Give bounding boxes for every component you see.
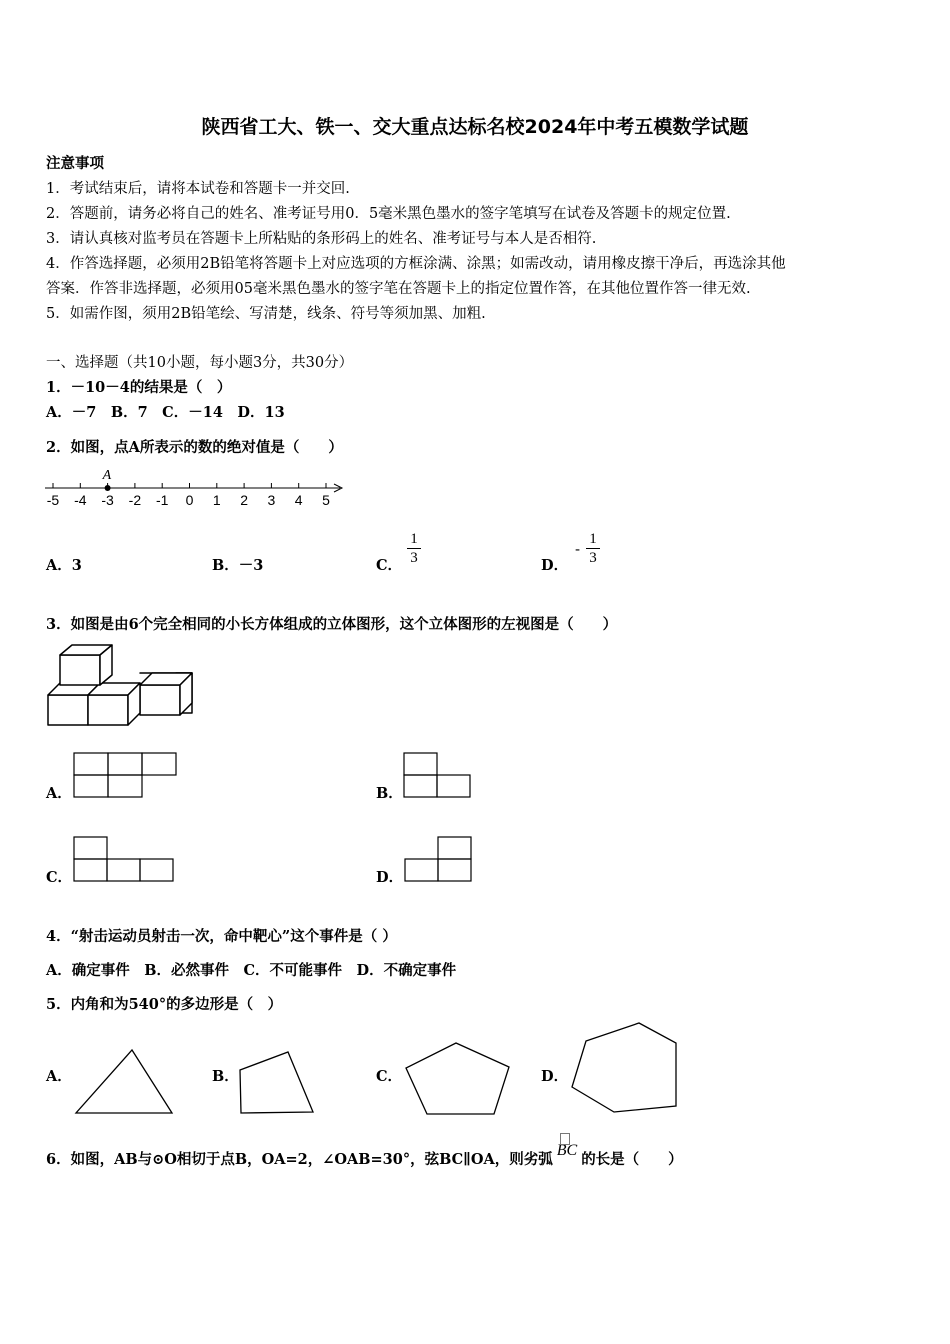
arc-notation	[557, 1142, 577, 1160]
arc-label: BC	[556, 1142, 578, 1159]
minus-sign: -	[575, 540, 581, 558]
q4-stem: 4．“射击运动员射击一次，命中靶心”这个事件是（ ）	[46, 928, 397, 945]
number-line-tick-label: 0	[185, 492, 194, 508]
q5-option-d: D．	[541, 1068, 569, 1085]
view-option-a	[72, 751, 184, 801]
pentagon-shape	[402, 1040, 514, 1118]
notice-item: 5．如需作图，须用2B铅笔绘、写清楚，线条、符号等须加黑、加粗.	[46, 306, 486, 322]
q6-stem-end: 的长是（ ）	[581, 1151, 683, 1168]
q4-options: A．确定事件 B．必然事件 C．不可能事件 D．不确定事件	[46, 962, 457, 979]
number-line-tick-label: -5	[46, 492, 60, 508]
q6-stem	[46, 1142, 683, 1169]
number-line-tick-label: 4	[294, 492, 303, 508]
fraction-numerator: 1	[407, 530, 421, 549]
arc-mark	[560, 1133, 570, 1145]
q3-option-d: D．	[376, 869, 404, 886]
view-option-d	[402, 835, 476, 885]
q2-option-b: B．－3	[212, 557, 264, 574]
view-option-c	[72, 835, 178, 885]
section-heading: 一、选择题（共10小题，每小题3分，共30分）	[46, 355, 354, 371]
number-line-tick-label: -2	[128, 492, 142, 508]
q1-stem: 1．－10－4的结果是（ ）	[46, 379, 232, 396]
q6-stem-start: 6．如图，AB与⊙O相切于点B，OA=2，∠OAB=30°，弦BC∥OA，则劣弧	[46, 1151, 553, 1168]
q1-options: A．－7 B．7 C．－14 D．13	[46, 404, 285, 421]
view-option-b	[402, 751, 476, 801]
number-line-tick-label: 2	[240, 492, 248, 508]
hexagon-shape	[568, 1020, 683, 1116]
q5-option-b: B．	[212, 1068, 239, 1085]
number-line-tick-label: 1	[212, 492, 221, 508]
point-a-dot	[105, 485, 111, 491]
notice-item: 1．考试结束后，请将本试卷和答题卡一并交回.	[46, 181, 350, 197]
quadrilateral-shape	[236, 1048, 318, 1118]
fraction-d	[586, 530, 600, 567]
page-title: 陕西省工大、铁一、交大重点达标名校2024年中考五模数学试题	[201, 116, 749, 138]
number-line-figure	[40, 462, 350, 518]
q2-option-a: A．3	[46, 557, 82, 574]
q5-stem: 5．内角和为540°的多边形是（ ）	[46, 996, 283, 1013]
q2-stem: 2．如图，点A所表示的数的绝对值是（ ）	[46, 439, 343, 456]
triangle-shape	[72, 1046, 178, 1118]
notice-item: 2．答题前，请务必将自己的姓名、准考证号用0．5毫米黑色墨水的签字笔填写在试卷及答题卡的规定位置.	[46, 206, 731, 222]
q3-option-c: C．	[46, 869, 73, 886]
notice-item: 3．请认真核对监考员在答题卡上所粘贴的条形码上的姓名、准考证号与本人是否相符.	[46, 231, 597, 247]
q3-option-a: A．	[46, 785, 72, 802]
number-line-tick-label: -4	[74, 492, 87, 508]
q5-option-a: A．	[46, 1068, 72, 1085]
number-line-tick-label: -3	[101, 492, 114, 508]
q2-option-c: C．	[376, 557, 403, 574]
notice-item: 答案．作答非选择题，必须用05毫米黑色墨水的签字笔在答题卡上的指定位置作答，在其他位置作答一律无效.	[46, 281, 751, 297]
number-line-tick-label: 3	[267, 492, 276, 508]
fraction-c	[407, 530, 421, 567]
notice-heading: 注意事项	[46, 155, 104, 172]
number-line-tick-label: -1	[155, 492, 169, 508]
q5-option-c: C．	[376, 1068, 403, 1085]
notice-item: 4．作答选择题，必须用2B铅笔将答题卡上对应选项的方框涂满、涂黑；如需改动，请用橡皮擦干净后，再选涂其他	[46, 256, 786, 272]
solid-figure	[44, 643, 196, 731]
fraction-denominator: 3	[410, 550, 418, 566]
number-line-tick-label: 5	[322, 492, 330, 508]
q3-stem: 3．如图是由6个完全相同的小长方体组成的立体图形，这个立体图形的左视图是（ ）	[46, 616, 618, 633]
fraction-denominator: 3	[589, 550, 597, 566]
q3-option-b: B．	[376, 785, 403, 802]
q2-option-d: D．	[541, 557, 569, 574]
point-a-label: A	[102, 468, 112, 483]
fraction-numerator: 1	[586, 530, 600, 549]
